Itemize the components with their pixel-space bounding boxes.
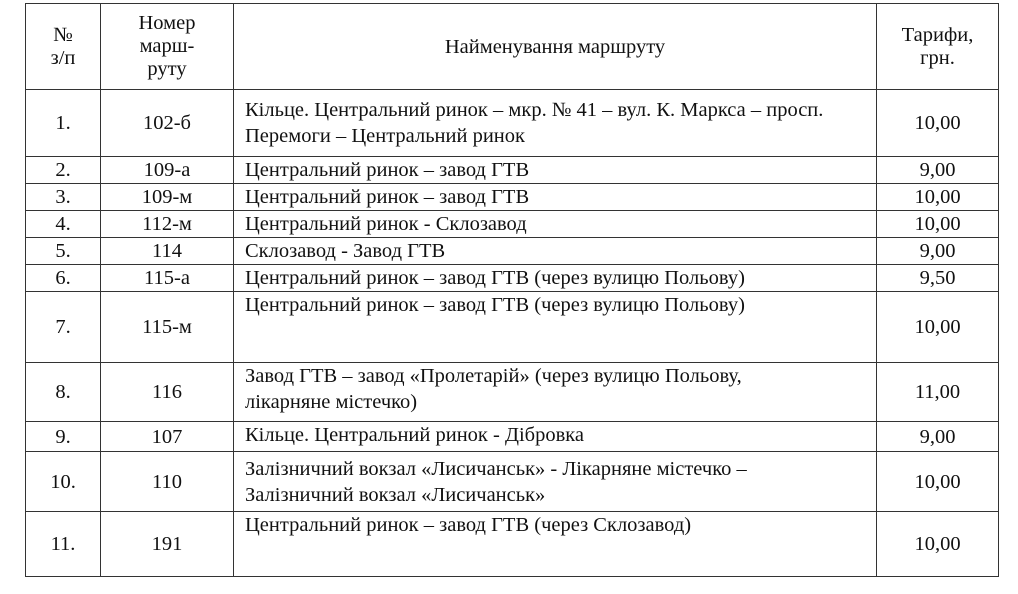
table-row xyxy=(26,265,999,292)
cell-index: 2. xyxy=(26,157,101,184)
cell-route-name: Залізничний вокзал «Лисичанськ» - Лікарняне містечко – Залізничний вокзал «Лисичанськ» xyxy=(234,452,877,512)
cell-route-number: 116 xyxy=(101,363,234,422)
cell-route-number: 114 xyxy=(101,238,234,265)
cell-tariff: 9,00 xyxy=(877,422,999,452)
cell-route-number: 115-а xyxy=(101,265,234,292)
cell-tariff: 9,00 xyxy=(877,157,999,184)
cell-route-number: 115-м xyxy=(101,292,234,363)
table-row xyxy=(26,184,999,211)
cell-index: 3. xyxy=(26,184,101,211)
cell-index: 6. xyxy=(26,265,101,292)
cell-index: 5. xyxy=(26,238,101,265)
cell-route-name: Кільце. Центральний ринок - Дібровка xyxy=(234,422,877,452)
cell-index: 11. xyxy=(26,512,101,577)
cell-tariff: 10,00 xyxy=(877,452,999,512)
cell-route-name: Центральний ринок – завод ГТВ xyxy=(234,157,877,184)
table-row xyxy=(26,452,999,512)
table-row xyxy=(26,157,999,184)
cell-route-name: Центральний ринок – завод ГТВ xyxy=(234,184,877,211)
header-route-name: Найменування маршруту xyxy=(234,4,877,90)
cell-index: 1. xyxy=(26,90,101,157)
cell-tariff: 10,00 xyxy=(877,184,999,211)
cell-index: 7. xyxy=(26,292,101,363)
table-header-row xyxy=(26,4,999,90)
header-tariff xyxy=(877,4,999,90)
cell-route-name: Центральний ринок – завод ГТВ (через вулицю Польову) xyxy=(234,292,877,363)
cell-tariff: 10,00 xyxy=(877,211,999,238)
cell-tariff: 9,00 xyxy=(877,238,999,265)
table-row xyxy=(26,238,999,265)
table-row xyxy=(26,292,999,363)
cell-tariff: 10,00 xyxy=(877,90,999,157)
table-row xyxy=(26,90,999,157)
header-tariff-line: Тарифи, xyxy=(901,23,974,46)
cell-index: 10. xyxy=(26,452,101,512)
routes-tariff-table xyxy=(25,3,999,577)
cell-route-number: 109-а xyxy=(101,157,234,184)
cell-tariff: 9,50 xyxy=(877,265,999,292)
cell-index: 4. xyxy=(26,211,101,238)
cell-route-name: Центральний ринок – завод ГТВ (через вулицю Польову) xyxy=(234,265,877,292)
header-index xyxy=(26,4,101,90)
table-row xyxy=(26,422,999,452)
table-row xyxy=(26,512,999,577)
cell-route-name: Кільце. Центральний ринок – мкр. № 41 – вул. К. Маркса – просп. Перемоги – Центральний ринок xyxy=(234,90,877,157)
header-route-number xyxy=(101,4,234,90)
table-row xyxy=(26,211,999,238)
cell-route-number: 107 xyxy=(101,422,234,452)
cell-index: 8. xyxy=(26,363,101,422)
cell-route-name: Склозавод - Завод ГТВ xyxy=(234,238,877,265)
header-route-number-line: марш- xyxy=(139,35,195,57)
header-index-line: з/п xyxy=(50,46,76,69)
header-index-line: № xyxy=(53,23,73,46)
table-row xyxy=(26,363,999,422)
cell-route-name: Завод ГТВ – завод «Пролетарій» (через вулицю Польову, лікарняне містечко) xyxy=(234,363,877,422)
cell-route-number: 110 xyxy=(101,452,234,512)
cell-tariff: 10,00 xyxy=(877,292,999,363)
cell-route-number: 112-м xyxy=(101,211,234,238)
cell-route-name: Центральний ринок – завод ГТВ (через Склозавод) xyxy=(234,512,877,577)
header-route-number-line: руту xyxy=(147,58,187,80)
cell-route-name: Центральний ринок - Склозавод xyxy=(234,211,877,238)
cell-tariff: 11,00 xyxy=(877,363,999,422)
cell-tariff: 10,00 xyxy=(877,512,999,577)
cell-route-number: 109-м xyxy=(101,184,234,211)
header-route-number-line: Номер xyxy=(138,12,196,34)
header-tariff-line: грн. xyxy=(920,46,955,69)
cell-route-number: 191 xyxy=(101,512,234,577)
cell-route-number: 102-б xyxy=(101,90,234,157)
cell-index: 9. xyxy=(26,422,101,452)
